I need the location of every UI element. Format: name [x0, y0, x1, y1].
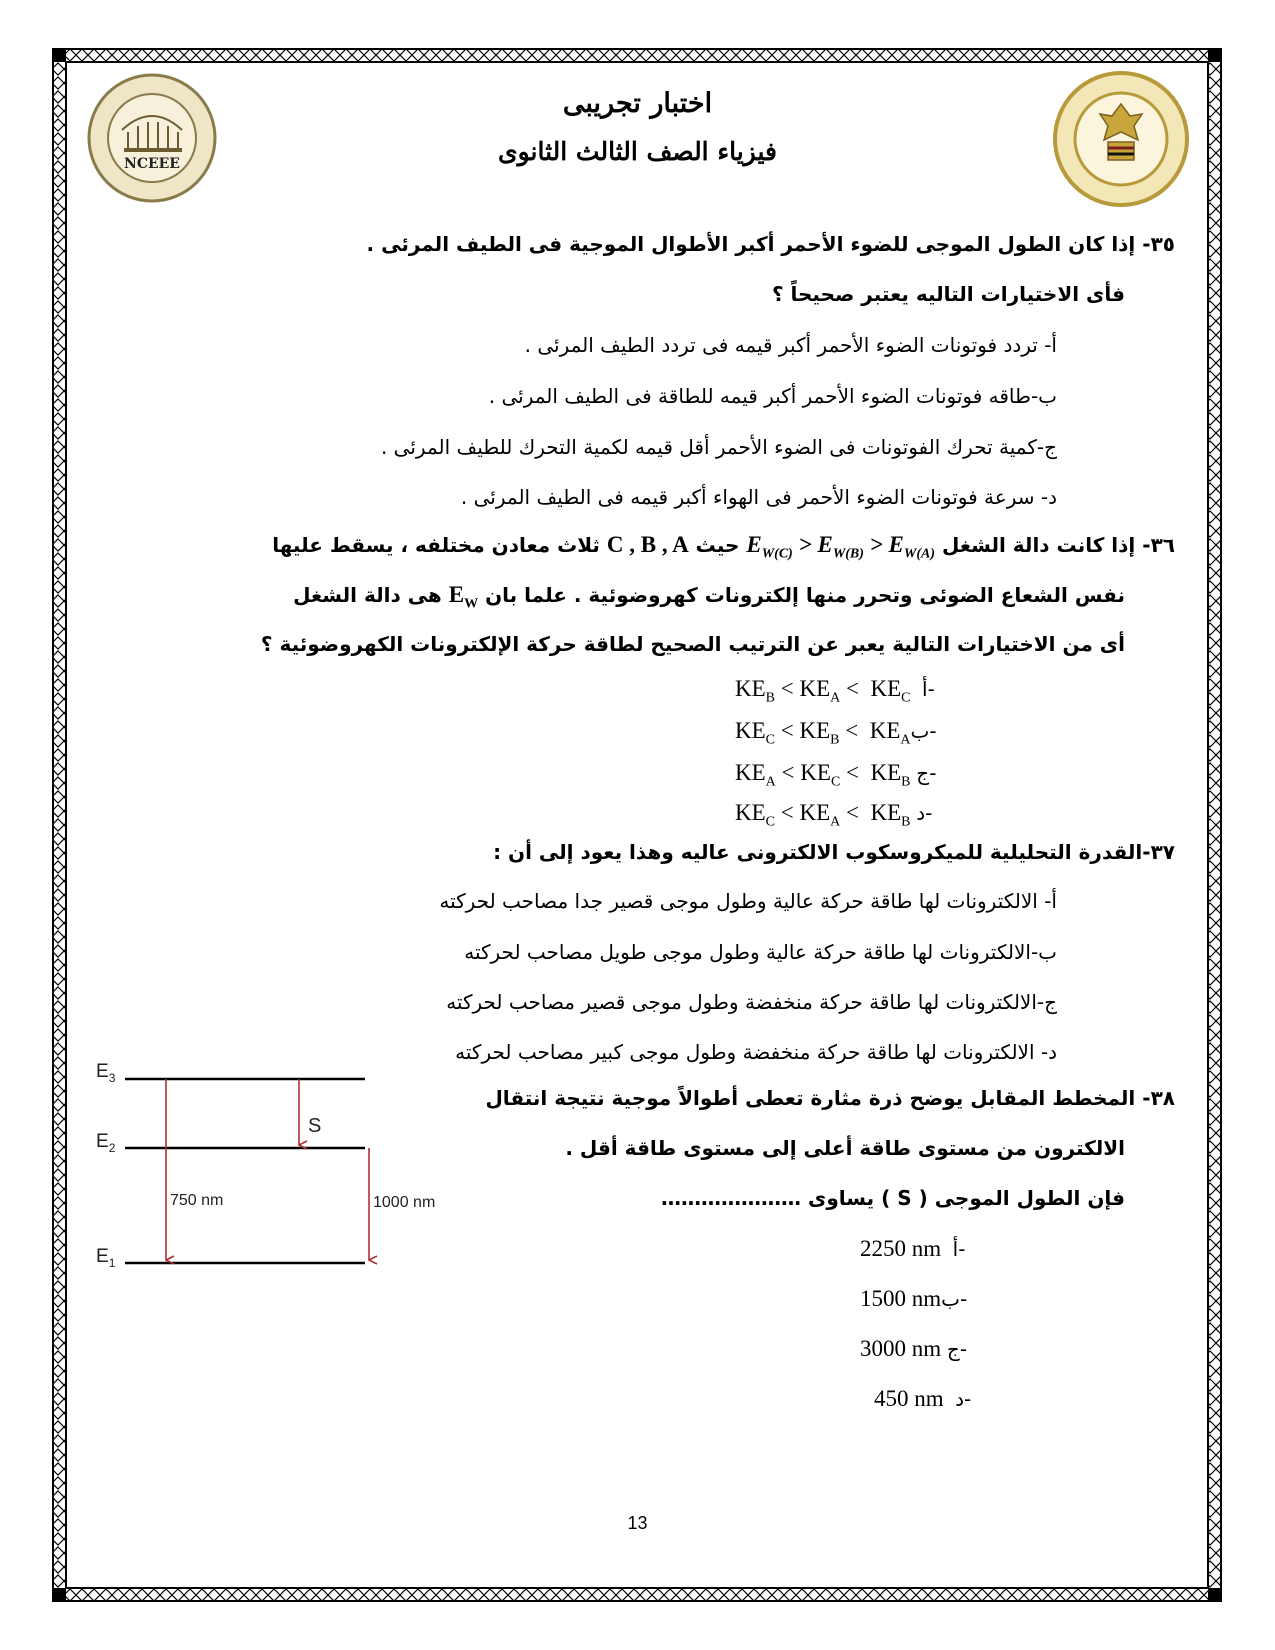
q37-option-b: ب-الالكترونات لها طاقة حركة عالية وطول موجى طويل مصاحب لحركته: [464, 940, 1057, 964]
q38-line3: فإن الطول الموجى ( S ) يساوى …………………: [661, 1186, 1125, 1210]
level-e3-label: $E_3$: [96, 1061, 116, 1085]
q38-line2: الالكترون من مستوى طاقة أعلى إلى مستوى طاقة أقل .: [565, 1136, 1125, 1160]
q36-stem-d: نفس الشعاع الضوئى وتحرر منها إلكترونات كهروضوئية . علما بان: [485, 583, 1125, 607]
q36-line2: [293, 582, 1125, 613]
q38-option-c: 3000 nm ج-: [860, 1336, 968, 1361]
q36-stem-e: هى دالة الشغل: [293, 583, 442, 607]
q36-ew-symbol: $E_W$: [448, 582, 479, 612]
q35-line2: فأى الاختيارات التاليه يعتبر صحيحاً ؟: [771, 282, 1125, 306]
level-e1-label: $E_1$: [96, 1246, 116, 1270]
q35-number: ٣٥-: [1142, 232, 1175, 256]
q36-line3: أى من الاختيارات التالية يعبر عن الترتيب الصحيح لطاقة حركة الإلكترونات الكهروضوئية ؟: [260, 632, 1125, 656]
q35-option-b: ب-طاقه فوتونات الضوء الأحمر أكبر قيمه للطاقة فى الطيف المرئى .: [488, 384, 1057, 408]
q38-stem: المخطط المقابل يوضح ذرة مثارة تعطى أطوالاً موجية نتيجة انتقال: [485, 1086, 1136, 1110]
q36-inequality: $E_{W(C)} > E_{W(B)} > E_{W(A)}$: [746, 532, 936, 562]
exam-subtitle: فيزياء الصف الثالث الثانوى: [498, 137, 777, 166]
q35-option-a: أ- تردد فوتونات الضوء الأحمر أكبر قيمه فى تردد الطيف المرئى .: [524, 333, 1057, 357]
q38-option-b: 1500 nmب-: [860, 1286, 968, 1311]
arrow-1000-label: 1000 nm: [373, 1194, 436, 1211]
q36-stem-a: إذا كانت دالة الشغل: [941, 533, 1136, 557]
q36-stem-c: ثلاث معادن مختلفه ، يسقط عليها: [272, 533, 600, 557]
q37-line1: [493, 840, 1175, 864]
q36-stem-b: حيث: [695, 533, 740, 557]
level-e2-label: $E_2$: [96, 1131, 116, 1155]
q38-option-d: 450 nm د-: [874, 1386, 972, 1411]
q36-metals: C , B , A: [606, 532, 689, 557]
exam-title: اختبار تجريبى: [562, 88, 713, 119]
q36-option-d: $KE_C < KE_A < KE_B$ د-: [735, 800, 933, 830]
q37-number: ٣٧-: [1142, 840, 1175, 864]
q38-number: ٣٨-: [1142, 1086, 1175, 1110]
energy-level-diagram: [90, 1055, 460, 1285]
nceee-text: NCEEE: [124, 156, 180, 172]
arrow-750-label: 750 nm: [170, 1192, 224, 1209]
q37-stem: القدرة التحليلية للميكروسكوب الالكترونى عاليه وهذا يعود إلى أن :: [493, 840, 1143, 864]
q38-option-a: 2250 nm أ-: [860, 1236, 966, 1261]
page-number: 13: [627, 1513, 648, 1533]
q36-line1: [272, 532, 1175, 563]
q36-number: ٣٦-: [1142, 533, 1175, 557]
q36-option-a: $KE_B < KE_A < KE_C$ أ-: [735, 676, 935, 706]
q37-option-d: د- الالكترونات لها طاقة حركة منخفضة وطول موجى كبير مصاحب لحركته: [455, 1040, 1057, 1064]
q38-line1: [485, 1086, 1175, 1110]
q35-option-c: ج-كمية تحرك الفوتونات فى الضوء الأحمر أقل قيمه لكمية التحرك للطيف المرئى .: [380, 435, 1057, 459]
q36-option-b: $KE_C < KE_B$ < $KE_Aب-$: [735, 718, 937, 748]
arrow-s-label: S: [308, 1115, 322, 1137]
q37-option-a: أ- الالكترونات لها طاقة حركة عالية وطول موجى قصير جدا مصاحب لحركته: [439, 889, 1057, 913]
q35-option-d: د- سرعة فوتونات الضوء الأحمر فى الهواء أكبر قيمه فى الطيف المرئى .: [460, 485, 1057, 509]
q35-line1: [367, 232, 1175, 256]
q37-option-c: ج-الالكترونات لها طاقة حركة منخفضة وطول موجى قصير مصاحب لحركته: [446, 990, 1057, 1014]
q36-option-c: $KE_A < KE_C < KE_B$ ج-: [735, 760, 937, 790]
q35-stem: إذا كان الطول الموجى للضوء الأحمر أكبر الأطوال الموجية فى الطيف المرئى .: [366, 232, 1136, 256]
